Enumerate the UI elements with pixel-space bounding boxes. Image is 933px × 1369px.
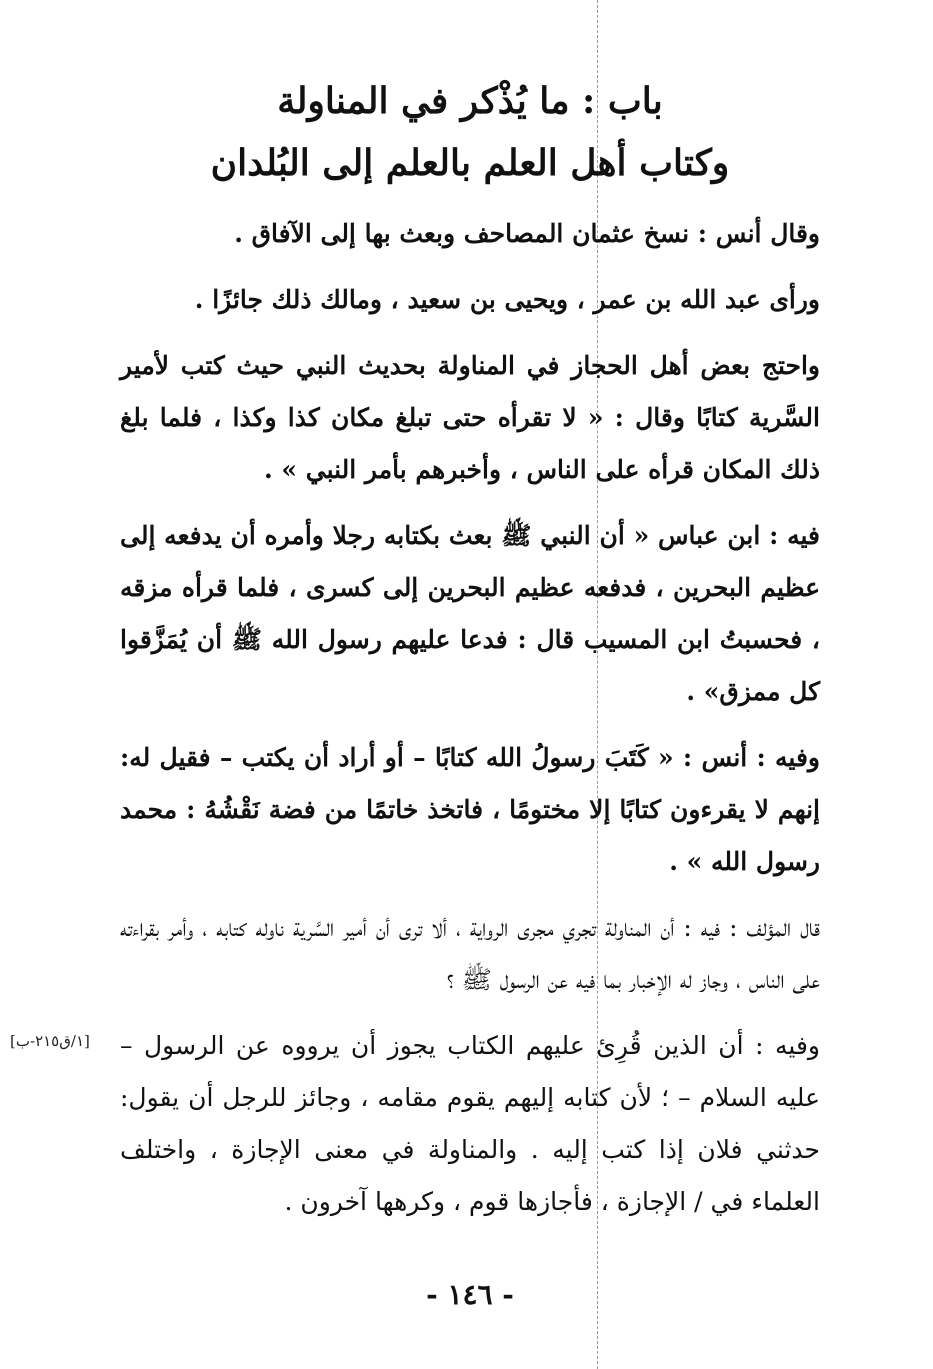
- chapter-title: [120, 70, 820, 194]
- last-paragraph-row: [10, 1020, 820, 1228]
- paragraph-anas-mushaf: وقال أنس : نسخ عثمان المصاحف وبعث بها إلى الآفاق .: [234, 219, 820, 248]
- page-number: - ١٤٦ -: [426, 1278, 514, 1311]
- paragraph-author-comment: قال المؤلف : فيه : أن المناولة تجري مجرى الرواية ، ألا ترى أن أمير السَّرية ناوله كتابه ، وأمر بقراءته على الناس ، وجاز له الإخبار بما فيه عن الرسول ﷺ ؟: [120, 913, 820, 994]
- chapter-title-line-2: وكتاب أهل العلم بالعلم إلى البُلدان: [210, 142, 730, 184]
- paragraph-anas-seal-hadith: وفيه : أنس : « كَتَبَ رسولُ الله كتابًا – أو أراد أن يكتب – فقيل له: إنهم لا يقرءون كتابًا إلا مختومًا ، فاتخذ خاتمًا من فضة نَقْشُهُ : محمد رسول الله » .: [120, 743, 820, 876]
- book-page: [10, 70, 820, 1330]
- chapter-title-line-1: باب : ما يُذْكر في المناولة: [277, 80, 663, 122]
- paragraph-ijaza-discussion: وفيه : أن الذين قُرِئ عليهم الكتاب يجوز أن يرووه عن الرسول – عليه السلام – ؛ لأن كتابه إليهم يقوم مقامه ، وجائز للرجل أن يقول: حدثني فلان إذا كتب إليه . والمناولة في معنى الإجازة ، واختلف العلماء في / الإجازة ، فأجازها قوم ، وكرهها آخرون .: [120, 1031, 820, 1216]
- paragraph-hijaz-argument: واحتج بعض أهل الحجاز في المناولة بحديث النبي حيث كتب لأمير السَّرية كتابًا وقال : « لا تقرأه حتى تبلغ مكان كذا وكذا ، فلما بلغ ذلك المكان قرأه على الناس ، وأخبرهم بأمر النبي » .: [120, 351, 820, 484]
- manuscript-folio-note: [١/ق٢١٥-ب]: [10, 1032, 90, 1050]
- paragraph-ibn-abbas-hadith: فيه : ابن عباس « أن النبي ﷺ بعث بكتابه رجلا وأمره أن يدفعه إلى عظيم البحرين ، فدفعه عظيم البحرين إلى كسرى ، فلما قرأه مزقه ، فحسبتُ ابن المسيب قال : فدعا عليهم رسول الله ﷺ أن يُمَزَّقوا كل ممزق» .: [120, 521, 820, 706]
- paragraph-ibn-umar-opinion: ورأى عبد الله بن عمر ، ويحيى بن سعيد ، ومالك ذلك جائزًا .: [194, 285, 820, 314]
